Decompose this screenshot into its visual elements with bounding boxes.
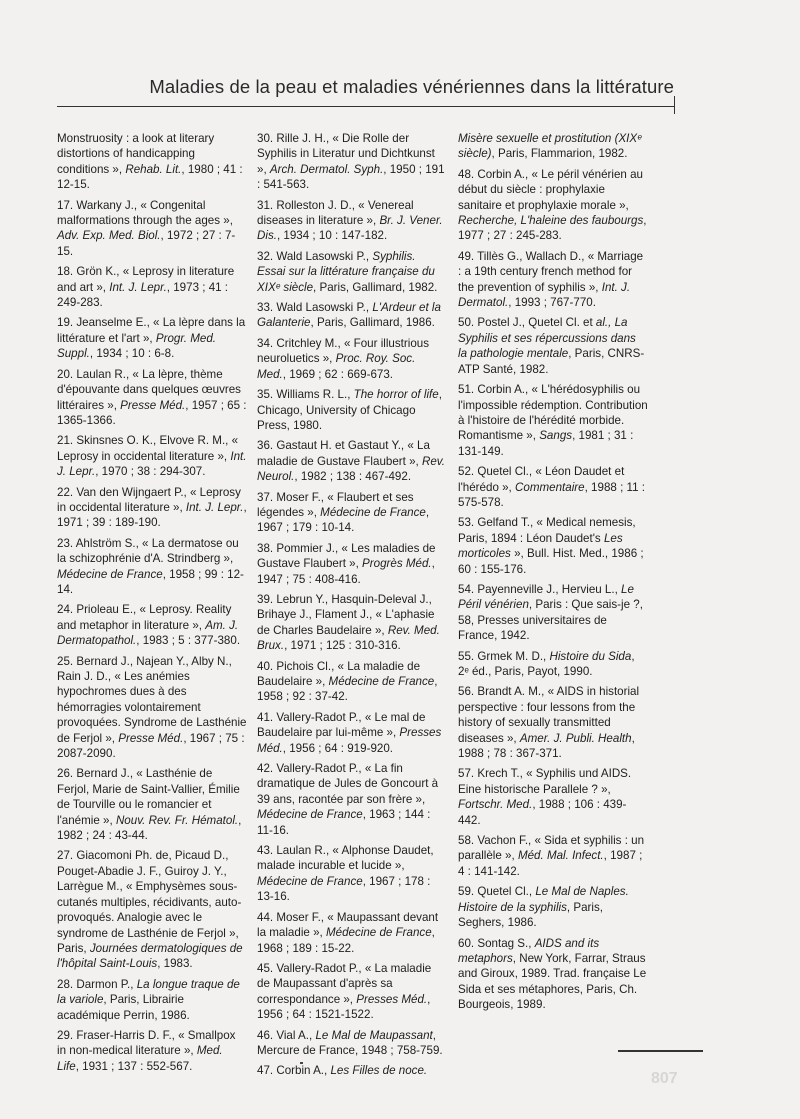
reference-text: 27. Giacomoni Ph. de, Picaud D., Pouget-Abadie J. F., Guiroy J. Y., Larrègue M., « Emphysèmes sous-cutanés multiples, récidivants, auto-provoqués. Analogie avec le syndrome de Lasthénie de Ferjol », Paris, <box>57 849 242 955</box>
reference-details: , 1988 ; 106 : 439-442. <box>458 798 627 827</box>
reference-text: 25. Bernard J., Najean Y., Alby N., Rain J. D., « Les anémies hypochromes dues à des hémorragies volontairement provoquées. Syndrome de Lasthénie de Ferjol », <box>57 654 247 745</box>
reference-text: 52. Quetel Cl., « Léon Daudet et l'hérédo », <box>458 465 625 494</box>
reference-details: , 1971 ; 125 : 310-316. <box>284 639 401 653</box>
reference-entry <box>57 315 247 361</box>
reference-text: 59. Quetel Cl., <box>458 885 536 899</box>
reference-details: , 1981 ; 31 : 131-149. <box>458 429 634 458</box>
reference-source: Nouv. Rev. Fr. Hématol. <box>115 813 239 827</box>
reference-entry <box>458 649 648 680</box>
reference-source: Médecine de France <box>320 505 426 519</box>
reference-entry <box>458 249 648 311</box>
header-rule-tick <box>674 96 675 114</box>
reference-details: , 1993 ; 767-770. <box>508 296 596 310</box>
reference-source: Sangs <box>539 429 573 443</box>
reference-text: 50. Postel J., Quetel Cl. et <box>458 316 596 330</box>
reference-entry <box>458 464 648 510</box>
reference-details: , 1967 ; 179 : 10-14. <box>257 505 430 535</box>
reference-entry <box>57 433 247 479</box>
reference-text: 44. Moser F., « Maupassant devant la maladie », <box>257 910 439 940</box>
reference-details: , 1983 ; 5 : 377-380. <box>136 634 241 648</box>
reference-entry <box>57 766 247 843</box>
reference-text: 57. Krech T., « Syphilis und AIDS. Eine historische Parallele ? », <box>458 767 632 796</box>
reference-text: 32. Wald Lasowski P., <box>257 249 373 263</box>
reference-source: Int. J. Lepr. <box>57 449 247 479</box>
reference-details: , Paris : Que sais-je ?, 58, Presses universitaires de France, 1942. <box>458 598 643 643</box>
reference-details: , 2ᵉ éd., Paris, Payot, 1990. <box>458 649 635 678</box>
reference-source: Arch. Dermatol. Syph. <box>269 162 384 176</box>
reference-source: Int. J. Lepr. <box>185 500 244 514</box>
reference-entry <box>458 766 648 828</box>
reference-details: , 1967 ; 178 : 13-16. <box>257 874 431 904</box>
reference-source: Médecine de France <box>57 567 163 581</box>
reference-source: Recherche, L'haleine des faubourgs <box>458 214 644 228</box>
reference-text: 24. Prioleau E., « Leprosy. Reality and metaphor in literature », <box>57 603 232 632</box>
reference-text: 49. Tillès G., Wallach D., « Marriage : a 19th century french method for the prevention of syphilis », <box>458 249 644 294</box>
reference-entry <box>257 249 447 295</box>
reference-entry <box>257 761 447 838</box>
reference-text: 28. Darmon P., <box>57 977 137 991</box>
reference-details: , 1973 ; 41 : 249-283. <box>57 280 229 310</box>
reference-source: Médecine de France <box>257 874 363 888</box>
reference-entry <box>57 654 247 762</box>
reference-source: Br. J. Vener. Dis. <box>257 214 443 243</box>
reference-source: Journées dermatologiques de l'hôpital Saint-Louis <box>57 941 243 971</box>
reference-text: 22. Van den Wijngaert P., « Leprosy in occidental literature », <box>57 485 241 514</box>
reference-text: 20. Laulan R., « La lèpre, thème d'épouvante dans quelques œuvres littéraires », <box>57 367 241 412</box>
reference-text: 19. Jeanselme E., « La lèpre dans la littérature et l'art », <box>57 316 246 345</box>
reference-entry <box>257 843 447 905</box>
reference-details: , Paris, Seghers, 1986. <box>458 900 603 930</box>
reference-details: , 1983. <box>157 957 193 971</box>
reference-source: Fortschr. Med. <box>458 798 533 812</box>
reference-text: 51. Corbin A., « L'hérédosyphilis ou l'impossible rédemption. Contribution à l'histoire de l'hérédité morbide. Romantisme », <box>458 383 648 443</box>
reference-details: , New York, Farrar, Straus and Giroux, 1989. Trad. française Le Sida et ses métaphores, Paris, Ch. Bourgeois, 1989. <box>458 951 647 1012</box>
reference-details: , 1982 ; 138 : 467-492. <box>294 470 412 484</box>
reference-entry <box>257 592 447 654</box>
reference-details: , 1971 ; 39 : 189-190. <box>57 500 247 530</box>
reference-text: 53. Gelfand T., « Medical nemesis, Paris, 1894 : Léon Daudet's <box>458 516 636 545</box>
reference-text: 37. Moser F., « Flaubert et ses légendes », <box>257 490 414 519</box>
reference-source: Médecine de France <box>257 808 363 822</box>
reference-source: Méd. Mal. Infect. <box>517 849 604 863</box>
reference-details: , 1958 ; 92 : 37-42. <box>257 675 438 704</box>
reference-source: Commentaire <box>515 480 585 494</box>
reference-details: , 1982 ; 24 : 43-44. <box>57 813 242 843</box>
reference-text: 46. Vial A., <box>257 1028 316 1042</box>
reference-text: Monstruosity : a look at literary distortions of handicapping conditions », <box>57 132 215 176</box>
reference-entry <box>257 1028 447 1059</box>
reference-source: Médecine de France <box>325 926 432 940</box>
reference-text: 40. Pichois Cl., « La maladie de Baudelaire », <box>257 659 421 688</box>
reference-entry <box>57 485 247 531</box>
reference-details: , 1977 ; 27 : 245-283. <box>458 214 647 243</box>
reference-source: Rev. Neurol. <box>257 454 445 484</box>
reference-text: 23. Ahlström S., « La dermatose ou la schizophrénie d'A. Strindberg », <box>57 536 239 566</box>
reference-details: , 1956 ; 64 : 919-920. <box>282 741 394 755</box>
reference-details: , 1947 ; 75 : 408-416. <box>257 557 435 586</box>
reference-source: Am. J. Dermatopathol. <box>57 618 239 648</box>
reference-entry <box>257 1063 447 1078</box>
reference-details: , Paris, Flammarion, 1982. <box>491 147 628 161</box>
reference-entry <box>57 536 247 598</box>
reference-source: Proc. Roy. Soc. Med. <box>257 352 416 381</box>
reference-text: 30. Rille J. H., « Die Rolle der Syphilis in Literatur und Dichtkunst », <box>257 132 435 176</box>
reference-entry <box>458 382 648 459</box>
running-header <box>0 68 800 108</box>
running-title: Maladies de la peau et maladies vénériennes dans la littérature <box>149 76 674 97</box>
reference-text: 34. Critchley M., « Four illustrious neuroluetics », <box>257 336 430 366</box>
reference-text: 21. Skinsnes O. K., Elvove R. M., « Leprosy in occidental literature », <box>57 434 239 463</box>
reference-text: 31. Rolleston J. D., « Venereal diseases in literature », <box>257 198 414 228</box>
reference-text: 60. Sontag S., <box>458 936 535 950</box>
reference-entry <box>57 198 247 260</box>
reference-source: Histoire du Sida <box>549 649 632 663</box>
reference-source: Int. J. Dermatol. <box>458 280 631 310</box>
stray-mark <box>300 1062 303 1064</box>
reference-entry <box>458 131 648 162</box>
reference-source: Rev. Med. Brux. <box>257 623 440 653</box>
reference-entry <box>458 884 648 930</box>
reference-details: , 1931 ; 137 : 552-567. <box>75 1059 193 1073</box>
footer-rule <box>618 1050 703 1052</box>
reference-details: , 1988 ; 78 : 367-371. <box>458 731 635 761</box>
reference-entry <box>458 315 648 377</box>
reference-source: Amer. J. Publi. Health <box>519 731 632 745</box>
reference-source: Int. J. Lepr. <box>109 280 167 294</box>
reference-source: La longue traque de la variole <box>57 977 240 1007</box>
reference-details: , 1988 ; 11 : 575-578. <box>458 480 645 509</box>
reference-text: 43. Laulan R., « Alphonse Daudet, malade incurable et lucide », <box>257 844 434 873</box>
reference-text: 47. Corbin A., <box>257 1064 331 1078</box>
reference-entry <box>257 910 447 956</box>
reference-details: , 1934 ; 10 : 6-8. <box>89 347 175 361</box>
reference-source: Le Mal de Maupassant <box>315 1028 433 1042</box>
reference-text: 45. Vallery-Radot P., « La maladie de Maupassant d'après sa correspondance », <box>257 961 432 1006</box>
reference-details: , 1980 ; 41 : 12-15. <box>57 162 243 192</box>
reference-text: 35. Williams R. L., <box>257 388 354 402</box>
reference-source: AIDS and its metaphors <box>458 936 600 965</box>
reference-entry <box>257 490 447 536</box>
reference-source: The horror of life <box>353 388 439 402</box>
reference-entry <box>257 387 447 433</box>
reference-source: Med. Life <box>57 1044 223 1073</box>
reference-source: Les Filles de noce. <box>330 1064 428 1078</box>
reference-source: Progrès Méd. <box>362 557 432 571</box>
reference-entry <box>458 833 648 879</box>
reference-text: 18. Grön K., « Leprosy in literature and art », <box>57 265 235 294</box>
reference-details: , Mercure de France, 1948 ; 758-759. <box>257 1028 443 1057</box>
reference-entry <box>458 936 648 1013</box>
reference-text: 26. Bernard J., « Lasthénie de Ferjol, Marie de Saint-Vallier, Émilie de Tourville ou le romancier et l'anémie », <box>57 767 240 827</box>
reference-details: , 1958 ; 99 : 12-14. <box>57 567 244 596</box>
reference-text: 54. Payenneville J., Hervieu L., <box>458 582 622 596</box>
page-number: 807 <box>651 1070 678 1087</box>
reference-entry <box>458 684 648 761</box>
reference-list <box>57 131 683 1078</box>
reference-text: 41. Vallery-Radot P., « Le mal de Baudelaire par lui-même », <box>257 710 426 740</box>
reference-entry <box>57 848 247 971</box>
reference-source: Progr. Med. Suppl. <box>57 331 217 361</box>
reference-source: Misère sexuelle et prostitution (XIXᵉ siècle) <box>458 132 642 161</box>
reference-text: 56. Brandt A. M., « AIDS in historial perspective : four lessons from the history of sexually transmitted diseases », <box>458 685 640 745</box>
reference-entry <box>458 167 648 244</box>
reference-column-2 <box>257 131 447 1084</box>
reference-text: 29. Fraser-Harris D. F., « Smallpox in non-medical literature », <box>57 1028 236 1058</box>
reference-details: , 1957 ; 65 : 1365-1366. <box>57 398 247 427</box>
reference-details: », Bull. Hist. Med., 1986 ; 60 : 155-176. <box>458 547 644 576</box>
reference-source: Syphilis. Essai sur la littérature française du XIXᵉ siècle <box>257 249 435 294</box>
reference-entry <box>57 977 247 1023</box>
reference-column-1 <box>57 131 247 1079</box>
reference-source: Médecine de France <box>328 675 435 688</box>
reference-source: Le Mal de Naples. Histoire de la syphilis <box>458 885 629 914</box>
reference-entry <box>257 659 447 705</box>
reference-source: Rehab. Lit. <box>125 162 182 176</box>
reference-details: , 1934 ; 10 : 147-182. <box>276 229 388 243</box>
header-rule <box>57 106 675 107</box>
reference-entry <box>57 1028 247 1074</box>
reference-entry <box>257 961 447 1023</box>
reference-entry <box>57 264 247 310</box>
reference-details: , 1968 ; 189 : 15-22. <box>257 926 435 955</box>
reference-entry <box>257 300 447 331</box>
reference-text: 17. Warkany J., « Congenital malformations through the ages », <box>57 198 233 228</box>
reference-text: 33. Wald Lasowski P., <box>257 301 373 315</box>
reference-entry <box>57 131 247 193</box>
reference-entry <box>57 602 247 648</box>
reference-details: , Paris, Gallimard, 1982. <box>313 280 438 294</box>
reference-source: Presses Méd. <box>257 726 442 755</box>
reference-source: Presses Méd. <box>356 992 428 1006</box>
reference-entry <box>458 515 648 577</box>
reference-details: , 1987 ; 4 : 141-142. <box>458 849 643 878</box>
reference-entry <box>257 336 447 382</box>
reference-source: al., La Syphilis et ses répercussions dans la pathologie mentale <box>458 316 636 361</box>
reference-entry <box>257 198 447 244</box>
reference-details: , 1956 ; 64 : 1521-1522. <box>257 992 431 1022</box>
reference-text: 36. Gastaut H. et Gastaut Y., « La maladie de Gustave Flaubert », <box>257 439 430 468</box>
reference-source: Le Péril vénérien <box>458 582 634 612</box>
reference-entry <box>257 438 447 484</box>
reference-source: Presse Méd. <box>118 731 184 745</box>
reference-entry <box>257 131 447 193</box>
reference-details: , Chicago, University of Chicago Press, 1980. <box>257 388 442 432</box>
reference-details: , 1969 ; 62 : 669-673. <box>282 367 394 381</box>
reference-entry <box>458 582 648 644</box>
reference-text: 42. Vallery-Radot P., « La fin dramatique de Jules de Goncourt à 39 ans, racontée par son frère », <box>257 762 439 806</box>
reference-details: , Paris, Librairie académique Perrin, 1986. <box>57 993 190 1022</box>
reference-source: Les morticoles <box>458 531 623 561</box>
reference-details: , Paris, Gallimard, 1986. <box>310 316 435 330</box>
reference-details: , 1963 ; 144 : 11-16. <box>257 808 431 837</box>
reference-source: Adv. Exp. Med. Biol. <box>57 229 161 243</box>
reference-text: 39. Lebrun Y., Hasquin-Deleval J., Brihaye J., Flament J., « L'aphasie de Charles Baudelaire », <box>257 592 435 637</box>
reference-details: , 1967 ; 75 : 2087-2090. <box>57 731 245 761</box>
reference-text: 38. Pommier J., « Les maladies de Gustave Flaubert », <box>257 541 436 571</box>
reference-text: 58. Vachon F., « Sida et syphilis : un parallèle », <box>458 834 645 863</box>
reference-text: 48. Corbin A., « Le péril vénérien au début du siècle : prophylaxie sanitaire et prophylaxie morale », <box>458 167 643 212</box>
reference-source: Presse Méd. <box>120 398 186 412</box>
reference-source: L'Ardeur et la Galanterie <box>257 301 441 330</box>
reference-details: , 1972 ; 27 : 7-15. <box>57 229 236 258</box>
reference-entry <box>257 541 447 587</box>
reference-details: , 1950 ; 191 : 541-563. <box>257 162 445 192</box>
reference-text: 55. Grmek M. D., <box>458 649 550 663</box>
reference-details: , Paris, CNRS-ATP Santé, 1982. <box>458 347 645 376</box>
reference-column-3 <box>458 131 648 1018</box>
reference-entry <box>57 367 247 429</box>
reference-details: , 1970 ; 38 : 294-307. <box>95 465 206 479</box>
reference-entry <box>257 710 447 756</box>
